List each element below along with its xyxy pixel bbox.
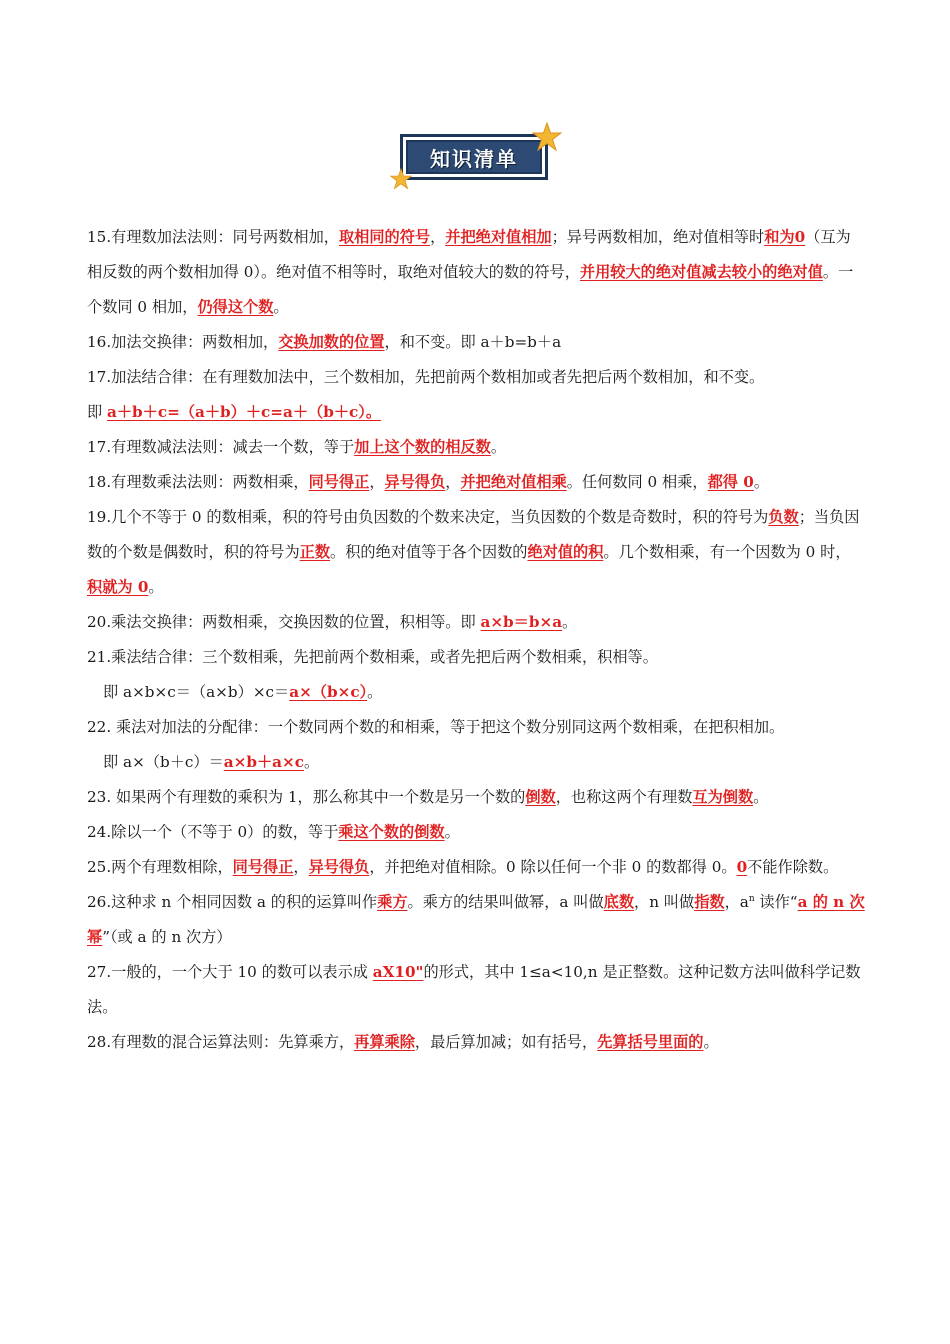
text: 即 a×（b＋c）＝ <box>103 753 224 771</box>
text: （互为相反数的两个数相加得 0）。绝对值不相等时，取绝对值较大的数的符号， <box>87 228 851 281</box>
text: 23. 如果两个有理数的乘积为 1，那么称其中一个数是另一个数的 <box>87 788 526 806</box>
text: 。 <box>703 1033 719 1051</box>
item-27 <box>87 955 865 1025</box>
text: 。 <box>753 788 769 806</box>
key-point: 先算括号里面的 <box>597 1033 704 1051</box>
text: 。 <box>753 473 770 491</box>
item-17a-formula <box>87 395 865 430</box>
key-point: a×（b×c） <box>289 683 368 701</box>
text: 27.一般的，一个大于 10 的数可以表示成 <box>87 963 373 981</box>
key-point: 乘这个数的倒数 <box>338 823 445 841</box>
key-point: 同号得正 <box>232 858 294 876</box>
superscript: n <box>748 893 755 904</box>
text: 。乘方的结果叫做幂，a 叫做 <box>407 893 604 911</box>
section-title: 知识清单 <box>430 146 518 171</box>
key-point: 负数 <box>768 508 799 526</box>
text: 15.有理数加法法则：同号两数相加， <box>87 228 339 246</box>
key-point: 并用较大的绝对值减去较小的绝对值 <box>579 263 823 281</box>
text: 17.加法结合律：在有理数加法中，三个数相加，先把前两个数相加或者先把后两个数相加，和不变。 <box>87 368 765 386</box>
item-22 <box>87 710 865 745</box>
text: 21.乘法结合律：三个数相乘，先把前两个数相乘，或者先把后两个数相乘，积相等。 <box>87 648 658 666</box>
text: 。 <box>490 438 507 456</box>
text: 24.除以一个（不等于 0）的数，等于 <box>87 823 339 841</box>
text: 19.几个不等于 0 的数相乘，积的符号由负因数的个数来决定，当负因数的个数是奇数时，积的符号为 <box>87 508 769 526</box>
text: 。 <box>367 683 383 701</box>
item-17b <box>87 430 865 465</box>
text: 28.有理数的混合运算法则：先算乘方， <box>87 1033 355 1051</box>
section-title-badge <box>392 122 560 192</box>
item-16 <box>87 325 865 360</box>
key-point: 积就为 0 <box>87 578 149 596</box>
key-point: 并把绝对值相乘 <box>460 473 567 491</box>
text: 。 <box>303 753 320 771</box>
item-15 <box>87 220 865 325</box>
text: 。 <box>562 613 578 631</box>
key-point: 和为0 <box>764 228 806 246</box>
text: 即 <box>87 403 108 421</box>
key-point: 乘方 <box>377 893 408 911</box>
text: ，a <box>724 893 749 911</box>
key-point: 正数 <box>299 543 330 561</box>
knowledge-list <box>87 220 865 1060</box>
text: 的形式，其中 1≤a<10,n 是正整数。这种记数方法叫做科学记数法。 <box>87 963 861 1016</box>
key-point: 同号得正 <box>308 473 370 491</box>
key-point: 交换加数的位置 <box>278 333 385 351</box>
item-23 <box>87 780 865 815</box>
text: ，并把绝对值相除。0 除以任何一个非 0 的数都得 0。 <box>369 858 737 876</box>
key-point: 仍得这个数 <box>197 298 274 316</box>
key-point: a×b＋a×c <box>223 753 304 771</box>
key-point: aX10" <box>372 963 424 981</box>
key-point: 0 <box>736 858 748 876</box>
text: 。 <box>273 298 289 316</box>
key-point: 都得 0 <box>707 473 754 491</box>
item-28 <box>87 1025 865 1060</box>
title-box <box>400 134 548 180</box>
text: ；当负因数的个数是偶数时，积的符号为 <box>87 508 860 561</box>
star-icon <box>532 122 562 152</box>
text: ，n 叫做 <box>634 893 695 911</box>
item-19 <box>87 500 865 605</box>
text: 17.有理数减法法则：减去一个数，等于 <box>87 438 355 456</box>
text: 不能作除数。 <box>747 858 839 876</box>
text: ， <box>445 473 461 491</box>
key-point: 异号得负 <box>308 858 370 876</box>
item-26 <box>87 885 865 955</box>
text: 读作“ <box>754 893 798 911</box>
item-20 <box>87 605 865 640</box>
text: ，也称这两个有理数 <box>555 788 693 806</box>
key-point: 并把绝对值相加 <box>445 228 552 246</box>
star-icon <box>390 168 412 190</box>
key-point: 绝对值的积 <box>527 543 604 561</box>
item-24 <box>87 815 865 850</box>
item-21 <box>87 640 865 675</box>
key-point: a×b＝b×a <box>480 613 563 631</box>
text: ；异号两数相加，绝对值相等时 <box>551 228 765 246</box>
text: 26.这种求 n 个相同因数 a 的积的运算叫作 <box>87 893 378 911</box>
key-point: a＋b＋c=（a＋b）＋c=a＋（b＋c）。 <box>107 403 382 421</box>
key-point: 倒数 <box>525 788 556 806</box>
text: ， <box>430 228 446 246</box>
text: ，最后算加减；如有括号， <box>414 1033 598 1051</box>
key-point: a 的 n 次幂 <box>87 893 865 946</box>
text: ，和不变。即 a＋b=b＋a <box>384 333 562 351</box>
text: ， <box>293 858 309 876</box>
text: 18.有理数乘法法则：两数相乘， <box>87 473 309 491</box>
text: 即 a×b×c＝（a×b）×c＝ <box>103 683 290 701</box>
key-point: 互为倒数 <box>692 788 754 806</box>
text: 。一个数同 0 相加， <box>87 263 854 316</box>
text: 。几个数相乘，有一个因数为 0 时， <box>603 543 851 561</box>
key-point: 再算乘除 <box>354 1033 415 1051</box>
text: 22. 乘法对加法的分配律：一个数同两个数的和相乘，等于把这个数分别同这两个数相乘，在把积相加。 <box>87 718 785 736</box>
text: 。 <box>148 578 164 596</box>
key-point: 异号得负 <box>384 473 446 491</box>
text: 25.两个有理数相除， <box>87 858 233 876</box>
key-point: 底数 <box>603 893 635 911</box>
text: 16.加法交换律：两数相加， <box>87 333 279 351</box>
item-17a <box>87 360 865 395</box>
item-25 <box>87 850 865 885</box>
key-point: 取相同的符号 <box>338 228 431 246</box>
text: 20.乘法交换律：两数相乘，交换因数的位置，积相等。即 <box>87 613 481 631</box>
key-point: 加上这个数的相反数 <box>354 438 491 456</box>
text: ， <box>369 473 385 491</box>
text: ”（或 a 的 n 次方） <box>102 928 232 946</box>
item-21-formula <box>87 675 865 710</box>
text: 。积的绝对值等于各个因数的 <box>330 543 528 561</box>
text: 。 <box>444 823 460 841</box>
item-22-formula <box>87 745 865 780</box>
text: 。任何数同 0 相乘， <box>566 473 708 491</box>
item-18 <box>87 465 865 500</box>
key-point: 指数 <box>694 893 725 911</box>
